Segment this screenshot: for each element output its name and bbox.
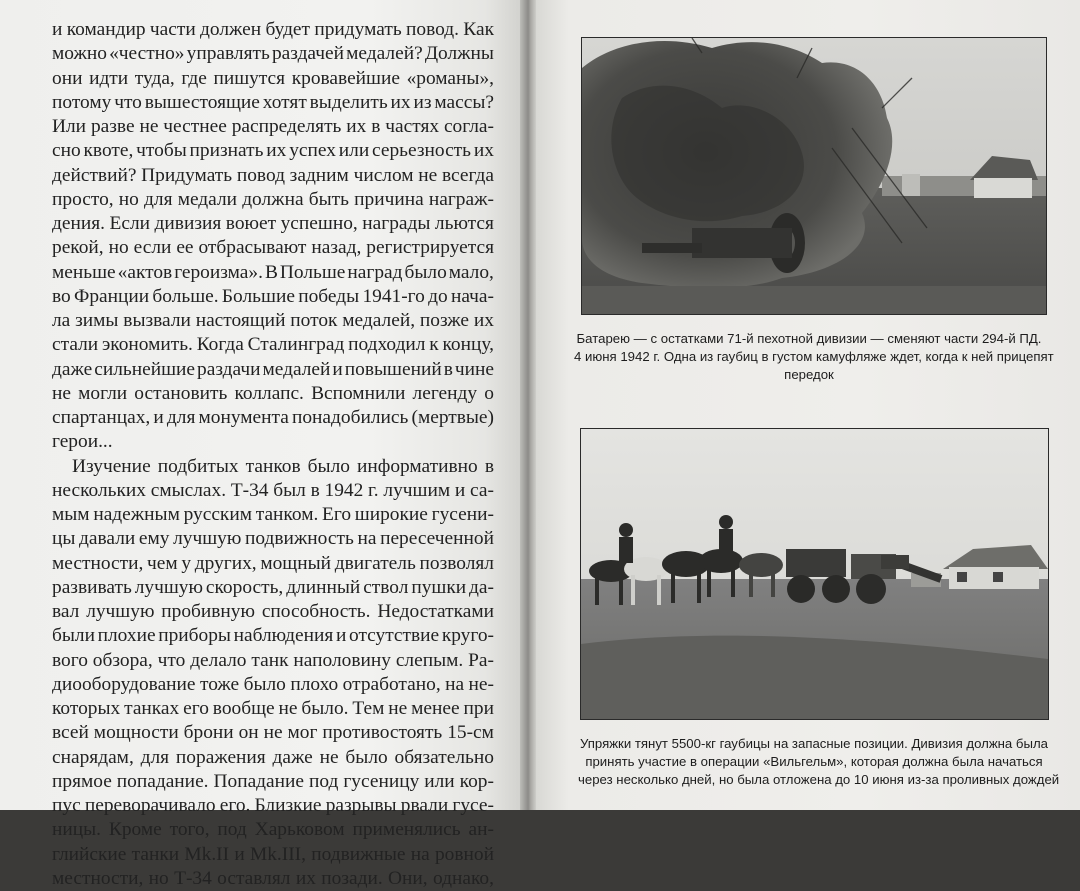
text-line: герои... [52,431,113,453]
text-line: Или разве не честнее распределять их в частях согла- [52,116,494,137]
text-line: мым надежным русским танком. Его широкие гусени- [52,504,494,525]
text-line: пус переворачивало его. Близкие разрывы рвали гусе- [52,795,494,816]
right-page [536,0,1080,810]
text-line: развивать лучшую скорость, длинный ствол пушки да- [52,576,494,598]
photo2-caption [578,735,1060,789]
text-line: вого обзора, что делало танк наполовину слепым. Ра- [52,649,494,671]
photo1-caption [574,330,1054,384]
text-line: были плохие приборы наблюдения и отсутствие круго- [52,625,494,647]
text-line: не могли остановить коллапс. Вспомнили легенду о [52,382,494,404]
text-line: цы давали ему лучшую подвижность на пересеченной [52,528,494,550]
text-line: дения. Если дивизия воюет успешно, награды льются [52,213,494,234]
text-line: прямое попадание. Попадание под гусеницу или кор- [52,770,494,792]
caption-line: принять участие в операции «Вильгельм», которая должна была начаться [585,754,1043,769]
text-line: рекой, но если ее отбрасывают назад, регистрируется [52,237,494,259]
caption-line: Батарею — с остатками 71-й пехотной дивизии — сменяют части 294-й ПД. [576,331,1042,346]
text-line: действий? Придумать повод задним числом не всегда [52,164,494,186]
text-line: всей мощности брони он не мог противостоять 15-см [52,722,494,744]
caption-line: передок [784,367,834,382]
text-line: местности, чем у других, мощный двигатель позволял [52,552,494,574]
paragraph-start-line: Изучение подбитых танков было информативно в [72,455,494,477]
text-line: нескольких смыслах. Т-34 был в 1942 г. лучшим и са- [52,479,494,501]
text-line: даже сильнейшие раздачи медалей и повышений в чине [52,358,494,380]
text-line: и командир части должен будет придумать повод. Как [52,19,494,40]
left-page [0,0,527,889]
text-line: меньше «актов героизма». В Польше наград было мало, [52,261,494,283]
text-line: просто, но для медали должна быть причина награж- [52,188,494,210]
text-line: снарядам, для поражения даже не было обязательно [52,746,494,768]
text-line: которых танках его вообще не было. Тем не менее при [52,698,494,719]
caption-line: через несколько дней, но была отложена до 10 июня из-за проливных дождей [578,772,1060,787]
text-line: ницы. Кроме того, под Харьковом применялись ан- [52,819,494,841]
text-line: местности, но Т-34 оставлял их позади. Они, однако, [52,867,494,889]
text-line: ла зимы вызвали настоящий поток медалей, позже их [52,310,494,331]
howitzer-camouflage-photo [581,37,1047,315]
text-line: спартанцах, и для монумента понадобились (мертвые) [52,407,494,428]
text-line: во Франции больше. Большие победы 1941-го до нача- [52,285,494,307]
horse-teams-photo [580,428,1049,720]
text-line: сно квоте, чтобы признать их успех или серьезность их [52,140,494,162]
body-text [52,18,494,891]
text-line: стали экономить. Когда Сталинград подходил к концу, [52,334,494,356]
text-line: можно «честно» управлять раздачей медалей? Должны [52,43,494,65]
text-line: потому что вышестоящие хотят выделить их из массы? [52,91,494,113]
text-line: глийские танки Mk.II и Mk.III, подвижные на ровной [52,843,494,865]
text-line: они идти туда, где пишутся кровавейшие «романы», [52,67,494,89]
caption-line: 4 июня 1942 г. Одна из гаубиц в густом камуфляже ждет, когда к ней прицепят [574,349,1054,364]
text-line: диооборудование тоже было плохо отработано, на не- [52,673,494,695]
caption-line: Упряжки тянут 5500-кг гаубицы на запасные позиции. Дивизия должна была [579,736,1048,751]
text-line: вал лучшую пробивную способность. Недостатками [52,601,494,622]
